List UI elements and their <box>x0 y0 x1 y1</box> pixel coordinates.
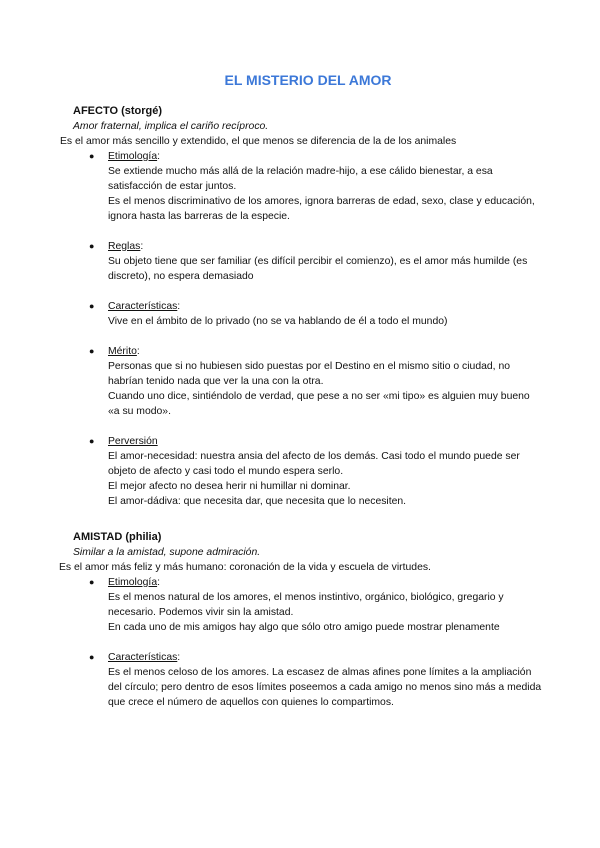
item-text: Es el menos celoso de los amores. La escasez de almas afines pone límites a la ampliación del círculo; pero dentro de esos límites poseemos a cada amigo no menos sino más a medida que crece el número de aquellos con quienes lo compartimos. <box>108 667 542 708</box>
list-item-etimologia: ● Etimología: Se extiende mucho más allá de la relación madre-hijo, a ese cálido bienestar, a esa satisfacción de estar juntos. Es el menos discriminativo de los amores, ignora barreras de edad, sexo, clase y educación, ignora hasta las barreras de la especie. <box>73 149 543 224</box>
list-item-perversion <box>73 434 543 509</box>
section-heading: AFECTO (storgé) <box>73 105 163 117</box>
section-afecto <box>60 104 543 524</box>
bullet-icon: ● <box>89 241 95 251</box>
list-item-merito: ● Mérito: Personas que si no hubiesen sido puestas por el Destino en el mismo sitio o ciudad, no habrían tenido nada que ver la una con la otra. Cuando uno dice, sintiéndolo de verdad, que pese a no ser «mi tipo» es alguien muy bueno «a su modo». <box>73 344 543 419</box>
item-text: Personas que si no hubiesen sido puestas por el Destino en el mismo sitio o ciudad, no habrían tenido nada que ver la una con la otra. <box>108 361 511 387</box>
list-item-etimologia: ● Etimología: Es el menos natural de los amores, el menos instintivo, orgánico, biológico, gregario y necesario. Podemos vivir sin la amistad. En cada uno de mis amigos hay algo que sólo otro amigo puede mostrar plenamente <box>73 575 543 635</box>
section-intro: Es el amor más sencillo y extendido, el que menos se diferencia de la de los animales <box>60 136 457 147</box>
list-item-reglas: ● Reglas: Su objeto tiene que ser familiar (es difícil percibir el comienzo), es el amor más humilde (es discreto), no espera demasiado <box>73 239 543 284</box>
item-text: El mejor afecto no desea herir ni humillar ni dominar. <box>108 481 351 492</box>
item-text: El amor-dádiva: que necesita dar, que necesita que lo necesiten. <box>108 496 407 507</box>
item-label: Etimología <box>108 151 158 162</box>
item-label: Reglas <box>108 241 141 252</box>
section-subtitle: Similar a la amistad, supone admiración. <box>73 547 261 558</box>
bullet-icon: ● <box>89 151 95 161</box>
item-text: Cuando uno dice, sintiéndolo de verdad, que pese a no ser «mi tipo» es alguien muy bueno «a su modo». <box>108 391 530 417</box>
item-label: Perversión <box>108 436 158 447</box>
section-subtitle: Amor fraternal, implica el cariño recíproco. <box>73 121 269 132</box>
item-text: Vive en el ámbito de lo privado (no se va hablando de él a todo el mundo) <box>108 316 448 327</box>
item-text: En cada uno de mis amigos hay algo que sólo otro amigo puede mostrar plenamente <box>108 622 500 633</box>
bullet-icon: ● <box>89 301 95 311</box>
bullet-icon: ● <box>89 436 95 446</box>
list-item-caracteristicas: ● Características: Vive en el ámbito de lo privado (no se va hablando de él a todo el mundo) <box>73 299 543 329</box>
item-label: Mérito <box>108 346 137 357</box>
list-item-caracteristicas: ● Características: Es el menos celoso de los amores. La escasez de almas afines pone límites a la ampliación del círculo; pero dentro de esos límites poseemos a cada amigo no menos sino más a medida que crece el número de aquellos con quienes lo compartimos. <box>89 652 542 708</box>
section-amistad <box>59 530 543 725</box>
section-intro: Es el amor más feliz y más humano: coronación de la vida y escuela de virtudes. <box>59 562 431 573</box>
page-title: EL MISTERIO DEL AMOR <box>224 72 392 88</box>
bullet-icon: ● <box>89 346 95 356</box>
item-text: Es el menos natural de los amores, el menos instintivo, orgánico, biológico, gregario y necesario. Podemos vivir sin la amistad. <box>108 592 504 618</box>
bullet-icon: ● <box>89 577 95 587</box>
section-heading: AMISTAD (philia) <box>73 531 162 543</box>
bullet-icon: ● <box>89 652 95 662</box>
item-text: El amor-necesidad: nuestra ansia del afecto de los demás. Casi todo el mundo puede ser objeto de afecto y casi todo el mundo espera serlo. <box>108 451 520 477</box>
item-label: Etimología <box>108 577 158 588</box>
item-text: Es el menos discriminativo de los amores, ignora barreras de edad, sexo, clase y educación, ignora hasta las barreras de la especie. <box>108 196 535 222</box>
item-label: Características <box>108 301 178 312</box>
item-text: Se extiende mucho más allá de la relación madre-hijo, a ese cálido bienestar, a esa satisfacción de estar juntos. <box>108 166 493 192</box>
item-label: Características <box>108 652 178 663</box>
item-text: Su objeto tiene que ser familiar (es difícil percibir el comienzo), es el amor más humilde (es discreto), no espera demasiado <box>108 256 528 282</box>
